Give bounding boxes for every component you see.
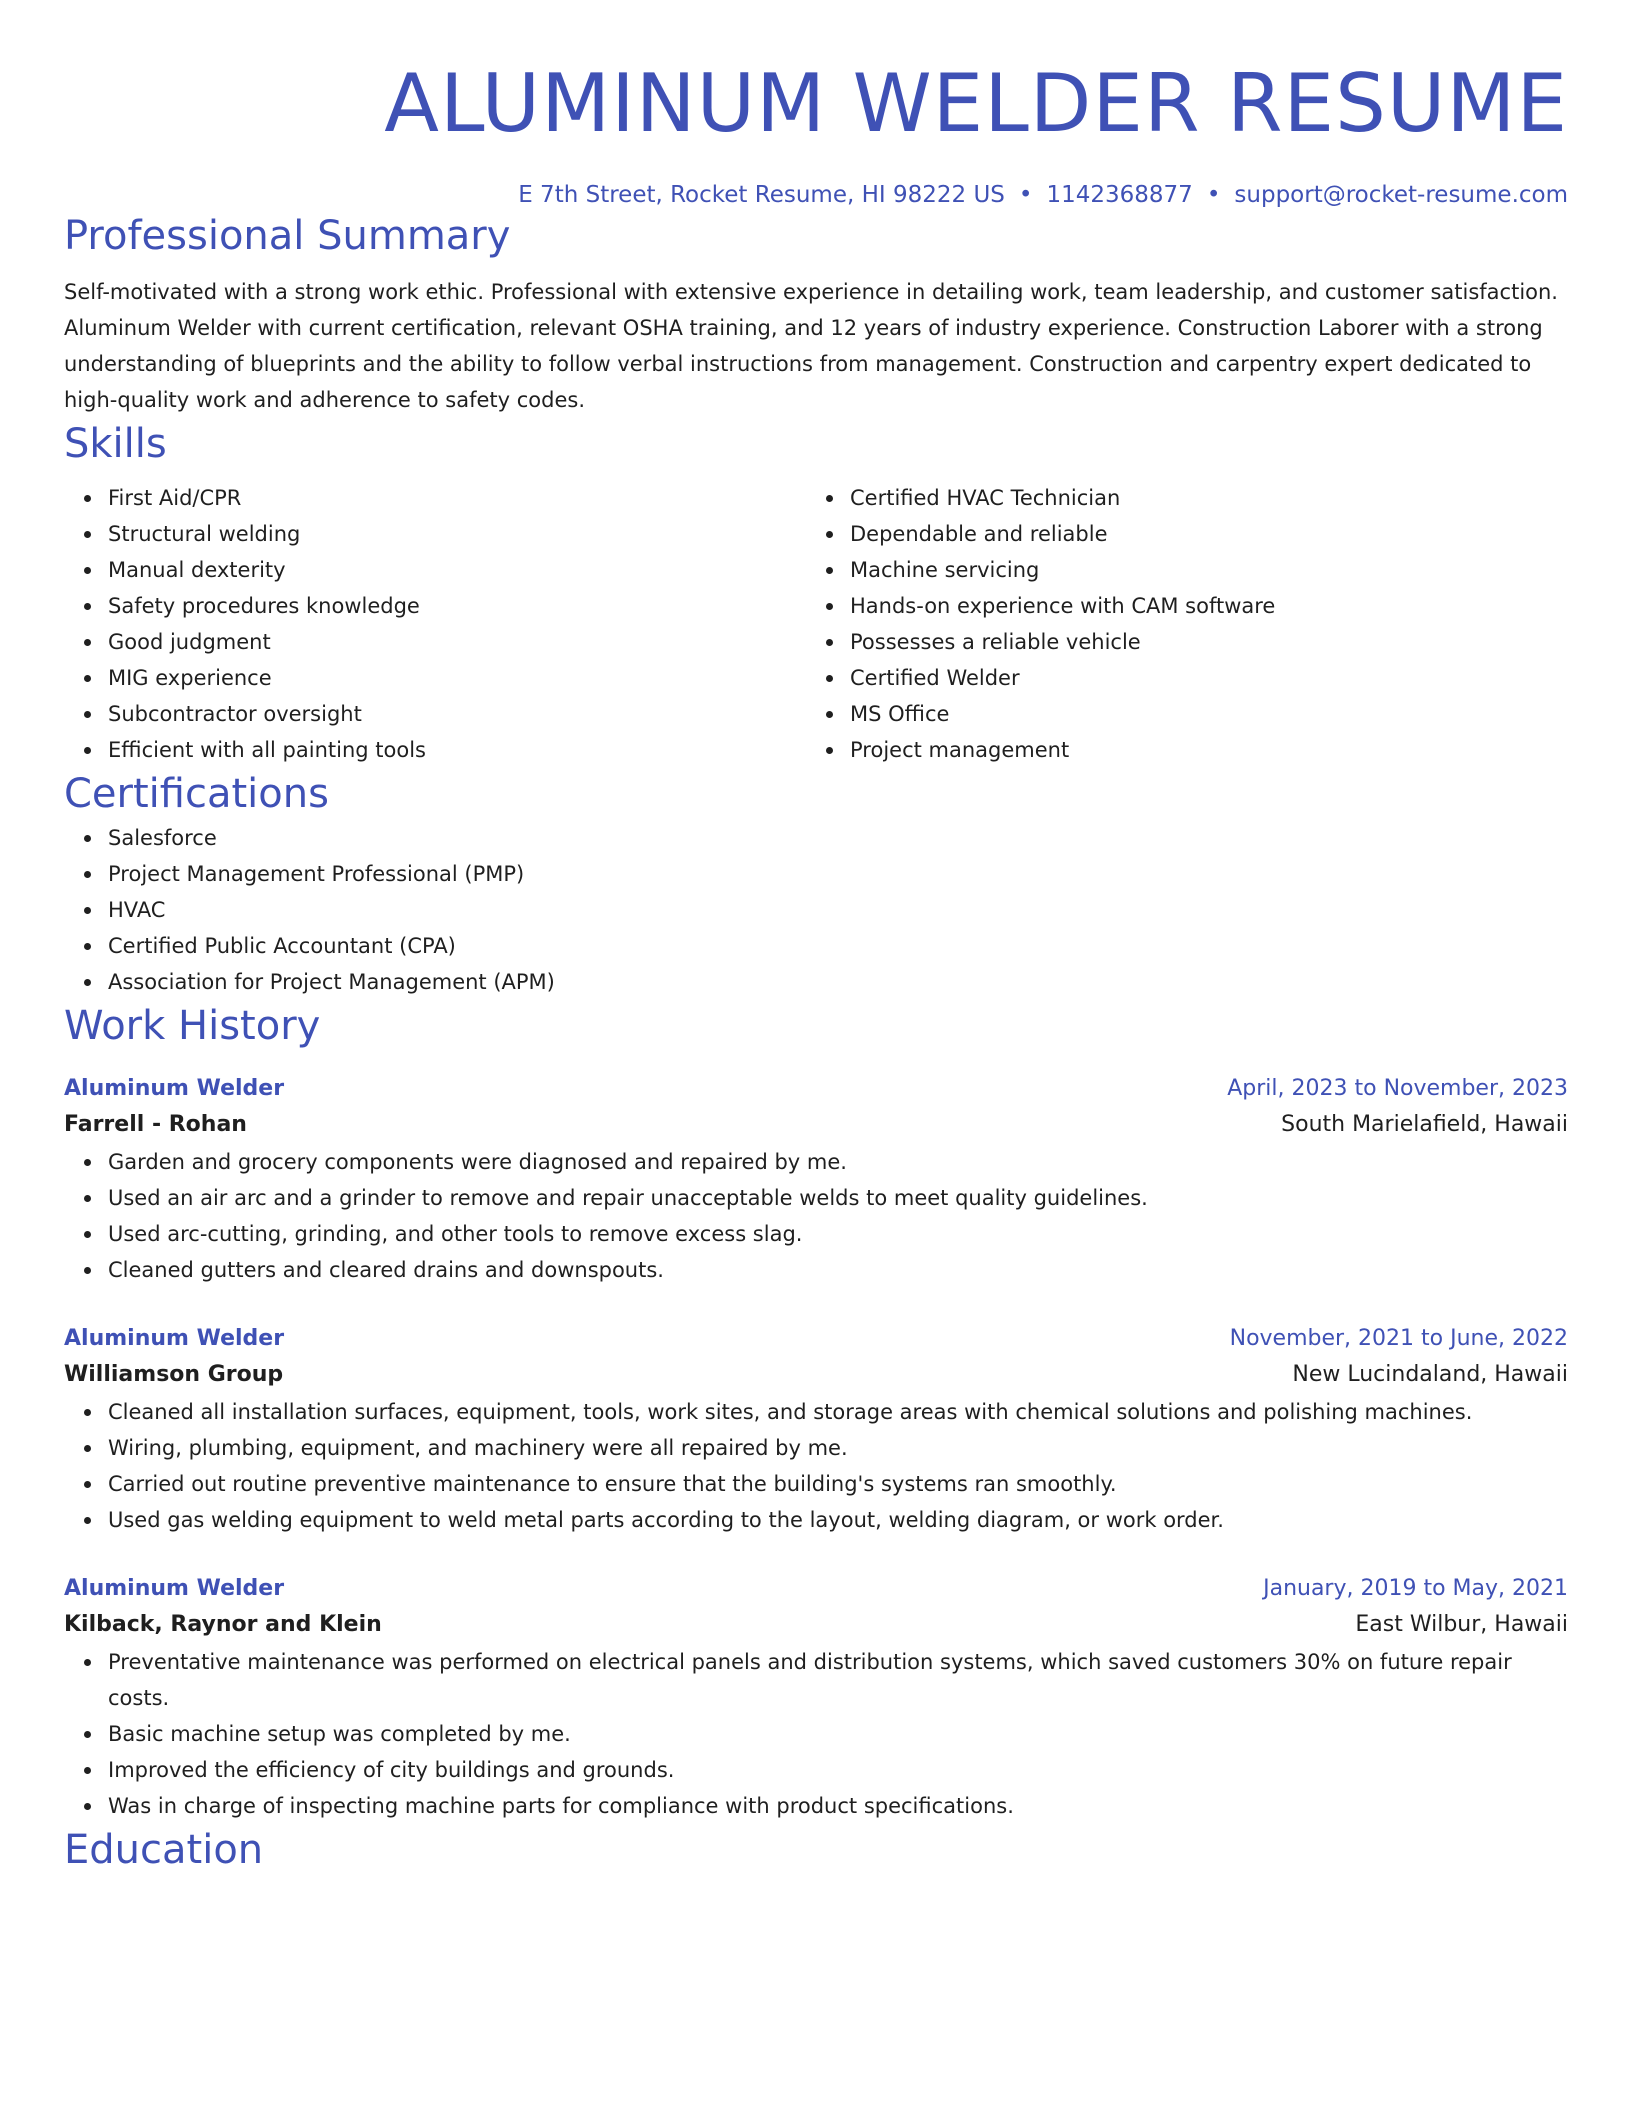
skill-item: Certified Welder bbox=[850, 660, 1548, 696]
job-dates: November, 2021 to June, 2022 bbox=[1229, 1326, 1568, 1351]
job-title: Aluminum Welder bbox=[64, 1576, 285, 1601]
job-title: Aluminum Welder bbox=[64, 1326, 285, 1351]
job-duty: Cleaned gutters and cleared drains and downspouts. bbox=[108, 1252, 1568, 1288]
skills-heading: Skills bbox=[64, 421, 167, 467]
skills-column-left bbox=[64, 480, 806, 768]
skill-item: MS Office bbox=[850, 696, 1548, 732]
job-entry bbox=[64, 1572, 1568, 1824]
job-duty: Used arc-cutting, grinding, and other tools to remove excess slag. bbox=[108, 1216, 1568, 1252]
skill-item: Certified HVAC Technician bbox=[850, 480, 1548, 516]
contact-address: E 7th Street, Rocket Resume, HI 98222 US bbox=[518, 182, 1005, 208]
skills-column-right bbox=[806, 480, 1548, 768]
skill-item: Dependable and reliable bbox=[850, 516, 1548, 552]
job-duty: Was in charge of inspecting machine parts for compliance with product specifications. bbox=[108, 1788, 1568, 1824]
job-dates: April, 2023 to November, 2023 bbox=[1227, 1076, 1568, 1101]
job-location: East Wilbur, Hawaii bbox=[1355, 1612, 1568, 1637]
job-location: New Lucindaland, Hawaii bbox=[1292, 1362, 1568, 1387]
job-header-row bbox=[64, 1572, 1568, 1606]
skill-item: MIG experience bbox=[108, 660, 806, 696]
job-dates: January, 2019 to May, 2021 bbox=[1263, 1576, 1568, 1601]
contact-separator: • bbox=[1018, 182, 1033, 208]
job-company: Kilback, Raynor and Klein bbox=[64, 1612, 382, 1637]
job-company: Williamson Group bbox=[64, 1362, 284, 1387]
skill-item: Safety procedures knowledge bbox=[108, 588, 806, 624]
summary-text: Self-motivated with a strong work ethic. Professional with extensive experience in detailing work, team leadership, and customer satisfaction. Aluminum Welder with current certification, relevant OSHA training, and 12 years of industry experience. Construction Laborer with a strong understanding of blueprints and the ability to follow verbal instructions from management. Construction and carpentry expert dedicated to high-quality work and adherence to safety codes. bbox=[64, 280, 1558, 412]
job-company-row bbox=[64, 1106, 1568, 1144]
skills-list-right bbox=[806, 480, 1548, 768]
contact-email: support@rocket-resume.com bbox=[1234, 182, 1568, 208]
job-duties-list bbox=[64, 1644, 1568, 1824]
job-duty: Preventative maintenance was performed on electrical panels and distribution systems, which saved customers 30% on future repair costs. bbox=[108, 1644, 1568, 1716]
skill-item: Possesses a reliable vehicle bbox=[850, 624, 1548, 660]
job-header-row bbox=[64, 1072, 1568, 1106]
job-duties-list bbox=[64, 1144, 1568, 1288]
job-header-row bbox=[64, 1322, 1568, 1356]
contact-phone: 1142368877 bbox=[1046, 182, 1193, 208]
job-entry bbox=[64, 1072, 1568, 1288]
skill-item: Machine servicing bbox=[850, 552, 1548, 588]
job-duty: Cleaned all installation surfaces, equipment, tools, work sites, and storage areas with chemical solutions and polishing machines. bbox=[108, 1394, 1568, 1430]
job-duty: Basic machine setup was completed by me. bbox=[108, 1716, 1568, 1752]
skill-item: Project management bbox=[850, 732, 1548, 768]
skills-columns bbox=[64, 480, 1568, 768]
contact-line bbox=[64, 180, 1568, 210]
job-entry bbox=[64, 1322, 1568, 1538]
skill-item: Efficient with all painting tools bbox=[108, 732, 806, 768]
certification-item: Salesforce bbox=[108, 820, 1568, 856]
job-company: Farrell - Rohan bbox=[64, 1112, 247, 1137]
job-title: Aluminum Welder bbox=[64, 1076, 285, 1101]
job-company-row bbox=[64, 1606, 1568, 1644]
certifications-heading: Certifications bbox=[64, 771, 329, 817]
certification-item: HVAC bbox=[108, 892, 1568, 928]
job-duty: Carried out routine preventive maintenance to ensure that the building's systems ran smoothly. bbox=[108, 1466, 1568, 1502]
certification-item: Project Management Professional (PMP) bbox=[108, 856, 1568, 892]
work-history-heading: Work History bbox=[64, 1003, 321, 1049]
job-duties-list bbox=[64, 1394, 1568, 1538]
skill-item: Structural welding bbox=[108, 516, 806, 552]
summary-heading: Professional Summary bbox=[64, 213, 511, 259]
job-duty: Improved the efficiency of city buildings and grounds. bbox=[108, 1752, 1568, 1788]
job-duty: Used an air arc and a grinder to remove and repair unacceptable welds to meet quality guidelines. bbox=[108, 1180, 1568, 1216]
certifications-list bbox=[64, 820, 1568, 1000]
certification-item: Association for Project Management (APM) bbox=[108, 964, 1568, 1000]
job-location: South Marielafield, Hawaii bbox=[1281, 1112, 1568, 1137]
job-duty: Garden and grocery components were diagnosed and repaired by me. bbox=[108, 1144, 1568, 1180]
skill-item: First Aid/CPR bbox=[108, 480, 806, 516]
skill-item: Good judgment bbox=[108, 624, 806, 660]
resume-page bbox=[64, 0, 1568, 1876]
education-heading: Education bbox=[64, 1827, 264, 1873]
job-duty: Wiring, plumbing, equipment, and machinery were all repaired by me. bbox=[108, 1430, 1568, 1466]
skill-item: Hands-on experience with CAM software bbox=[850, 588, 1548, 624]
skill-item: Subcontractor oversight bbox=[108, 696, 806, 732]
resume-title: ALUMINUM WELDER RESUME bbox=[384, 57, 1568, 150]
skill-item: Manual dexterity bbox=[108, 552, 806, 588]
certification-item: Certified Public Accountant (CPA) bbox=[108, 928, 1568, 964]
skills-list-left bbox=[64, 480, 806, 768]
job-duty: Used gas welding equipment to weld metal parts according to the layout, welding diagram, or work order. bbox=[108, 1502, 1568, 1538]
job-company-row bbox=[64, 1356, 1568, 1394]
contact-separator: • bbox=[1206, 182, 1221, 208]
